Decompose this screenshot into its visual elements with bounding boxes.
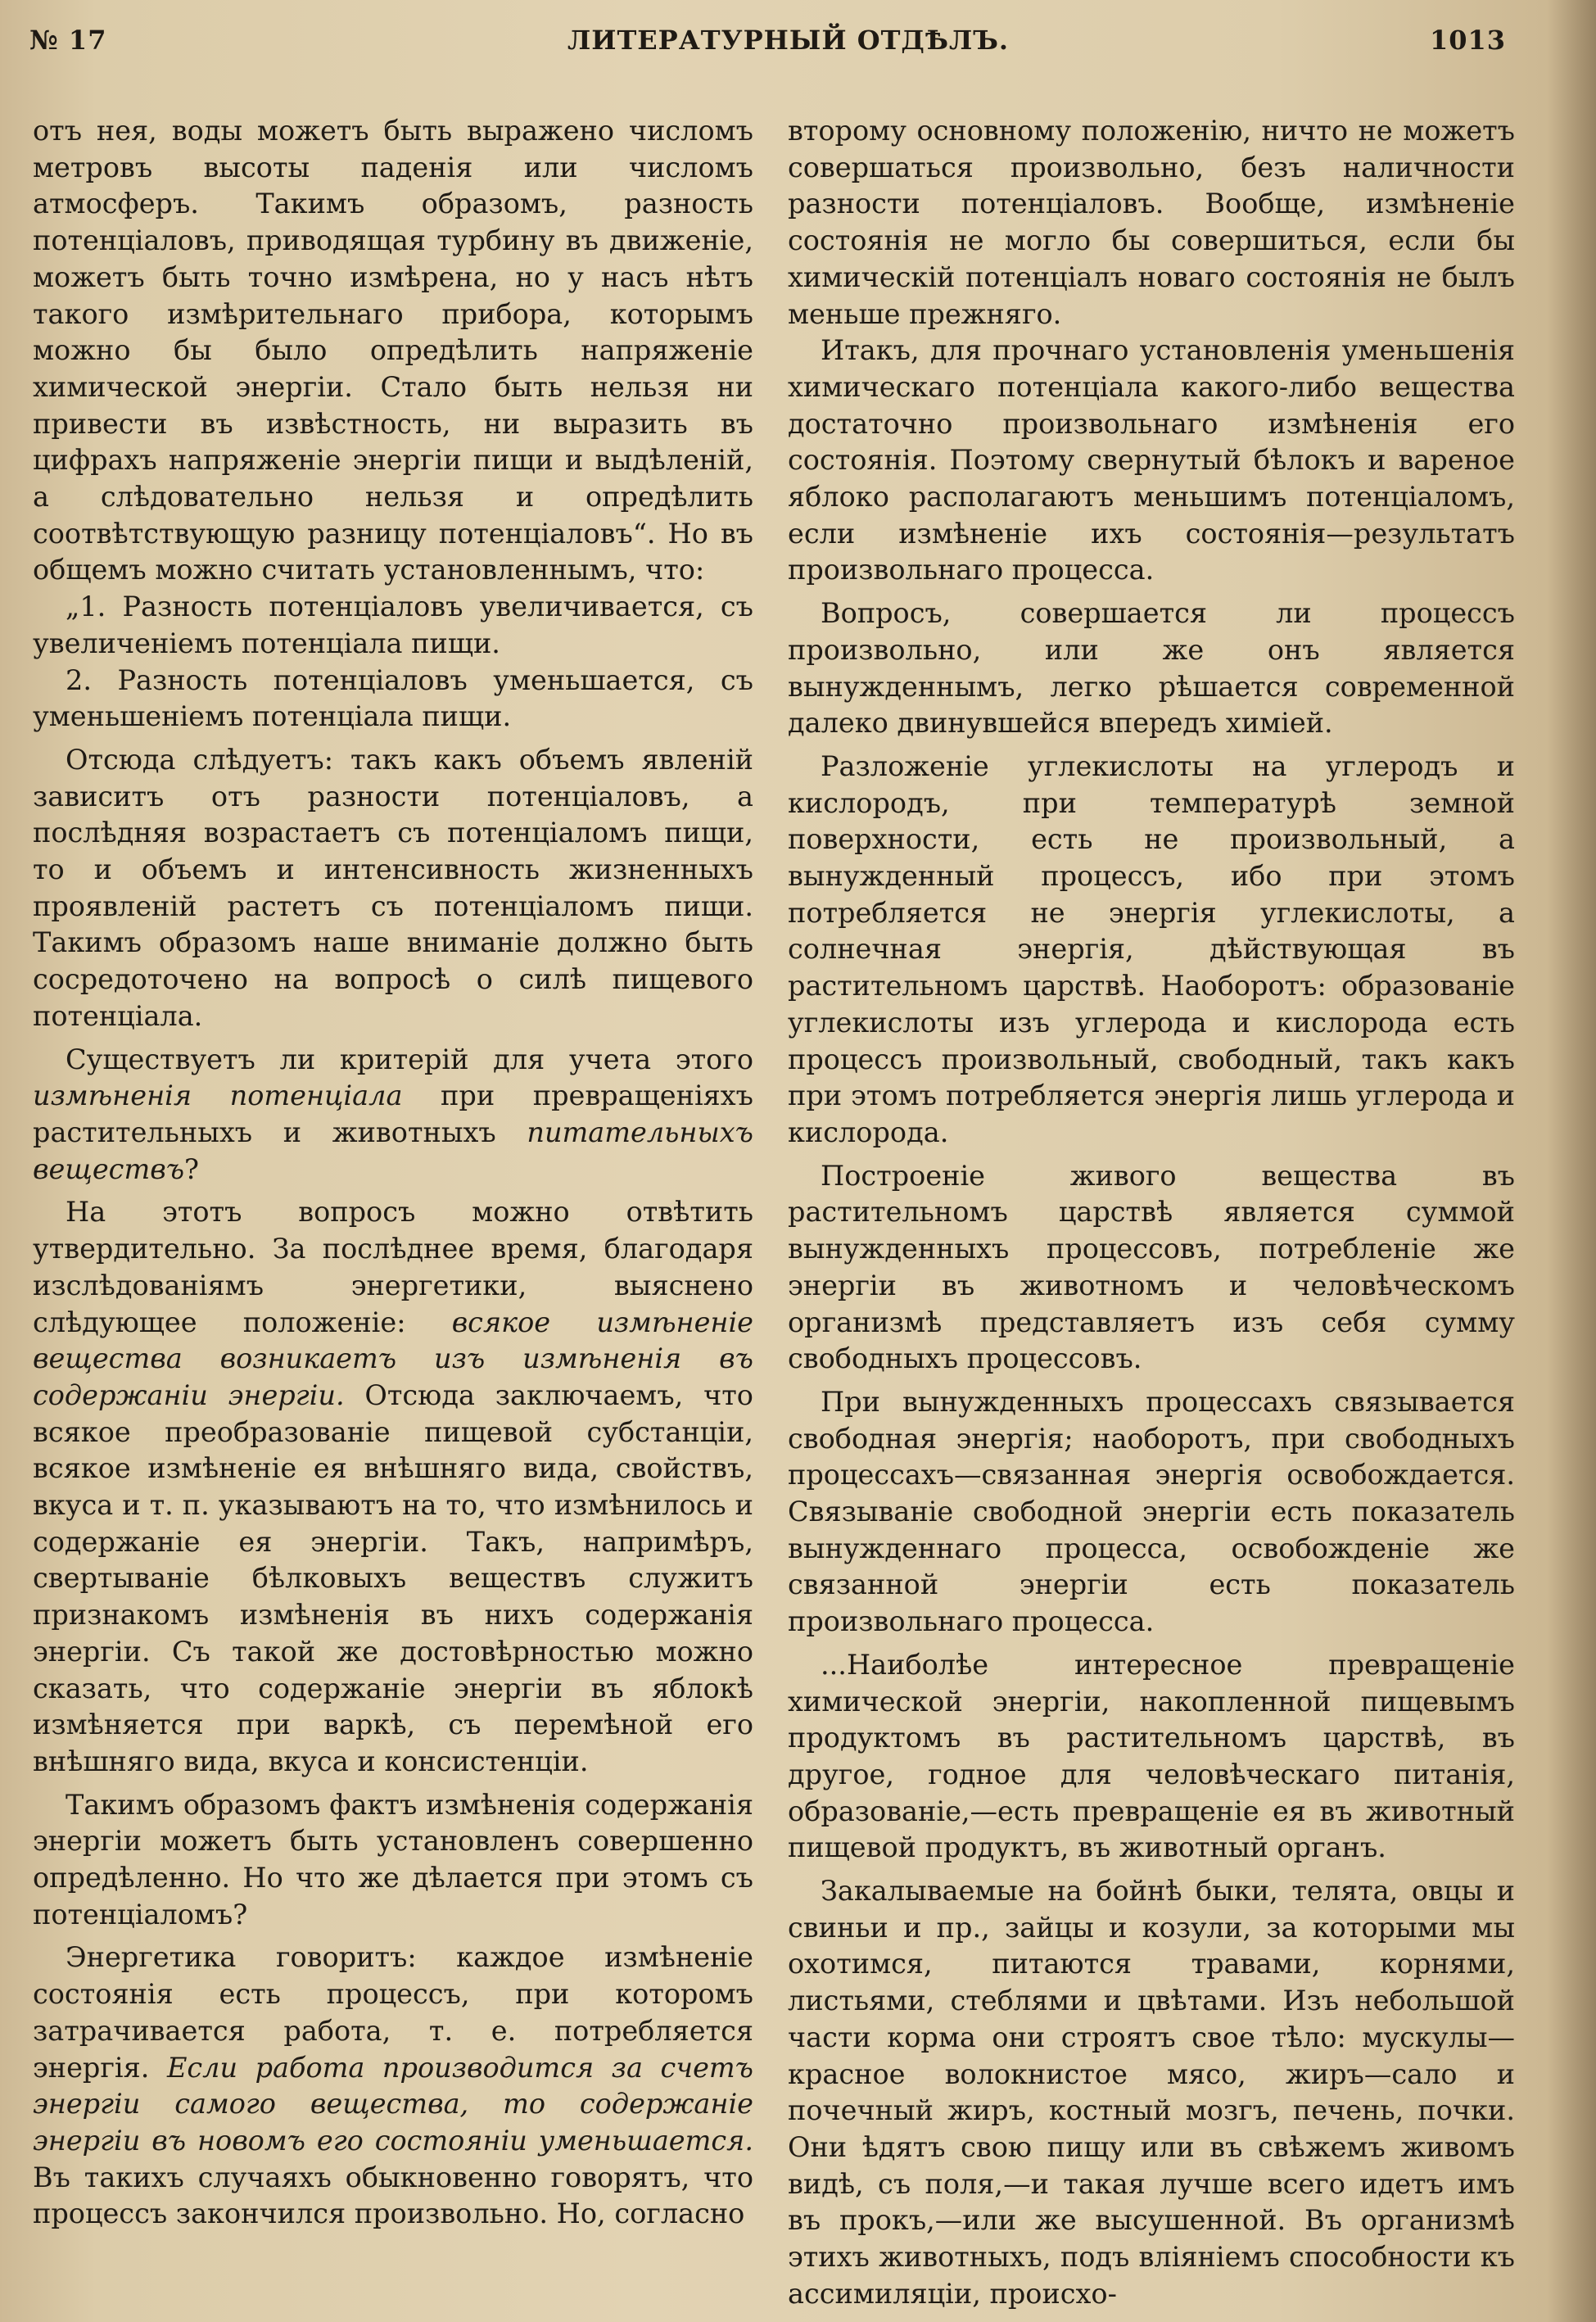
text-run: при превращеніяхъ растительныхъ и животныхъ bbox=[33, 1080, 753, 1148]
text-run: Отсюда заключаемъ, что всякое преобразованіе пищевой субстанціи, всякое измѣненіе ея внѣшняго вида, свойствъ, вкуса и т. п. указываютъ на то, что измѣнилось и содержаніе ея энергіи. Такъ, напримѣръ, свертываніе бѣлковыхъ веществъ служитъ признакомъ измѣненія въ нихъ содержанія энергіи. Съ такой же достовѣрностью можно сказать, что содержаніе энергіи въ яблокѣ измѣняется при варкѣ, съ перемѣной его внѣшняго вида, вкуса и консистенціи. bbox=[33, 1378, 753, 1777]
paragraph: Такимъ образомъ фактъ измѣненія содержанія энергіи можетъ быть установленъ совершенно опредѣленно. Но что же дѣлается при этомъ съ потенціаломъ? bbox=[33, 1788, 753, 1930]
paragraph bbox=[33, 1194, 753, 1780]
paragraph: „1. Разность потенціаловъ увеличивается, съ увеличеніемъ потенціала пищи. bbox=[33, 591, 753, 659]
paragraph: Построеніе живого вещества въ растительномъ царствѣ является суммой вынужденныхъ процессовъ, потребленіе же энергіи въ животномъ и человѣческомъ организмѣ представляетъ изъ себя сумму свободныхъ процессовъ. bbox=[788, 1159, 1515, 1375]
section-title: ЛИТЕРАТУРНЫЙ ОТДѢЛЪ. bbox=[567, 25, 1010, 56]
issue-number: № 17 bbox=[29, 25, 107, 56]
paragraph: ...Наиболѣе интересное превращеніе химической энергіи, накопленной пищевымъ продуктомъ въ растительномъ царствѣ, въ другое, годное для человѣческаго питанія, образованіе,—есть превращеніе ея въ животный пищевой продуктъ, въ животный органъ. bbox=[788, 1648, 1515, 1864]
paragraph: Отсюда слѣдуетъ: такъ какъ объемъ явленій зависитъ отъ разности потенціаловъ, а послѣдняя возрастаетъ съ потенціаломъ пищи, то и объемъ и интенсивность жизненныхъ проявленій растетъ съ потенціаломъ пищи. Такимъ образомъ наше вниманіе должно быть сосредоточено на вопросѣ о силѣ пищевого потенціала. bbox=[33, 743, 753, 1032]
text-run: Существуетъ ли критерій для учета этого bbox=[66, 1043, 753, 1075]
paragraph: отъ нея, воды можетъ быть выражено числомъ метровъ высоты паденія или числомъ атмосферъ. Такимъ образомъ, разность потенціаловъ, приводящая турбину въ движеніе, можетъ быть точно измѣрена, но у насъ нѣтъ такого измѣрительнаго прибора, которымъ можно бы было опредѣлить напряженіе химической энергіи. Стало быть нельзя ни привести въ извѣстность, ни выразить въ цифрахъ напряженіе энергіи пищи и выдѣленій, а слѣдовательно нельзя и опредѣлить соотвѣтствующую разницу потенціаловъ“. Но въ общемъ можно считать установленнымъ, что: bbox=[33, 115, 753, 586]
paragraph bbox=[33, 1042, 753, 1188]
right-column bbox=[788, 113, 1515, 2312]
text-run: ? bbox=[184, 1152, 200, 1185]
italic-run: Если работа производится за счетъ энергіи самого вещества, то содержаніе энергіи въ новомъ его состояніи уменьшается. bbox=[33, 2051, 753, 2157]
text-run: Энергетика говоритъ: каждое измѣненіе состоянія есть процессъ, при которомъ затрачивается работа, т. е. потребляется энергія. bbox=[33, 1941, 753, 2084]
italic-run: питательныхъ веществъ bbox=[33, 1116, 753, 1185]
paragraph: Закалываемые на бойнѣ быки, телята, овцы и свиньи и пр., зайцы и козули, за которыми мы охотимся, питаются травами, корнями, листьями, стеблями и цвѣтами. Изъ небольшой части корма они строятъ свое тѣло: мускулы—красное волокнистое мясо, жиръ—сало и почечный жиръ, костный мозгъ, печень, почки. Они ѣдятъ свою пищу или въ свѣжемъ живомъ видѣ, съ поля,—и такая лучше всего идетъ имъ въ прокъ,—или же высушенной. Въ организмѣ этихъ животныхъ, подъ вліяніемъ способности къ ассимиляціи, происхо- bbox=[788, 1875, 1515, 2310]
text-run: Въ такихъ случаяхъ обыкновенно говорятъ, что процессъ закончился произвольно. Но, согласно bbox=[33, 2161, 753, 2230]
paragraph: Разложеніе углекислоты на углеродъ и кислородъ, при температурѣ земной поверхности, есть не произвольный, а вынужденный процессъ, ибо при этомъ потребляется не энергія углекислоты, а солнечная энергія, дѣйствующая въ растительномъ царствѣ. Наоборотъ: образованіе углекислоты изъ углерода и кислорода есть процессъ произвольный, свободный, такъ какъ при этомъ потребляется энергія лишь углерода и кислорода. bbox=[788, 749, 1515, 1148]
left-column bbox=[33, 113, 753, 2233]
italic-run: измѣненія потенціала bbox=[33, 1080, 403, 1112]
text-run: На этотъ вопросъ можно отвѣтить утвердительно. За послѣднее время, благодаря изслѣдованіямъ энергетики, выяснено слѣдующее положеніе: bbox=[33, 1196, 753, 1338]
italic-run: всякое измѣненіе вещества возникаетъ изъ измѣненія въ содержаніи энергіи. bbox=[33, 1306, 753, 1411]
paragraph: Итакъ, для прочнаго установленія уменьшенія химическаго потенціала какого-либо вещества достаточно произвольнаго измѣненія его состоянія. Поэтому свернутый бѣлокъ и вареное яблоко располагаютъ меньшимъ потенціаломъ, если измѣненіе ихъ состоянія—результатъ произвольнаго процесса. bbox=[788, 334, 1515, 586]
paragraph: 2. Разность потенціаловъ уменьшается, съ уменьшеніемъ потенціала пищи. bbox=[33, 663, 753, 733]
paragraph: При вынужденныхъ процессахъ связывается свободная энергія; наоборотъ, при свободныхъ процессахъ—связанная энергія освобождается. Связываніе свободной энергіи есть показатель вынужденнаго процесса, освобожденіе же связанной энергіи есть показатель произвольнаго процесса. bbox=[788, 1385, 1515, 1638]
running-header bbox=[29, 25, 1547, 57]
paragraph: Вопросъ, совершается ли процессъ произвольно, или же онъ является вынужденнымъ, легко рѣшается современной далеко двинувшейся впередъ химіей. bbox=[788, 597, 1515, 740]
paragraph bbox=[33, 1940, 753, 2233]
paragraph: второму основному положенію, ничто не можетъ совершаться произвольно, безъ наличности разности потенціаловъ. Вообще, измѣненіе состоянія не могло бы совершиться, если бы химическій потенціалъ новаго состоянія не былъ меньше прежняго. bbox=[788, 115, 1515, 330]
page-number: 1013 bbox=[1429, 25, 1506, 56]
